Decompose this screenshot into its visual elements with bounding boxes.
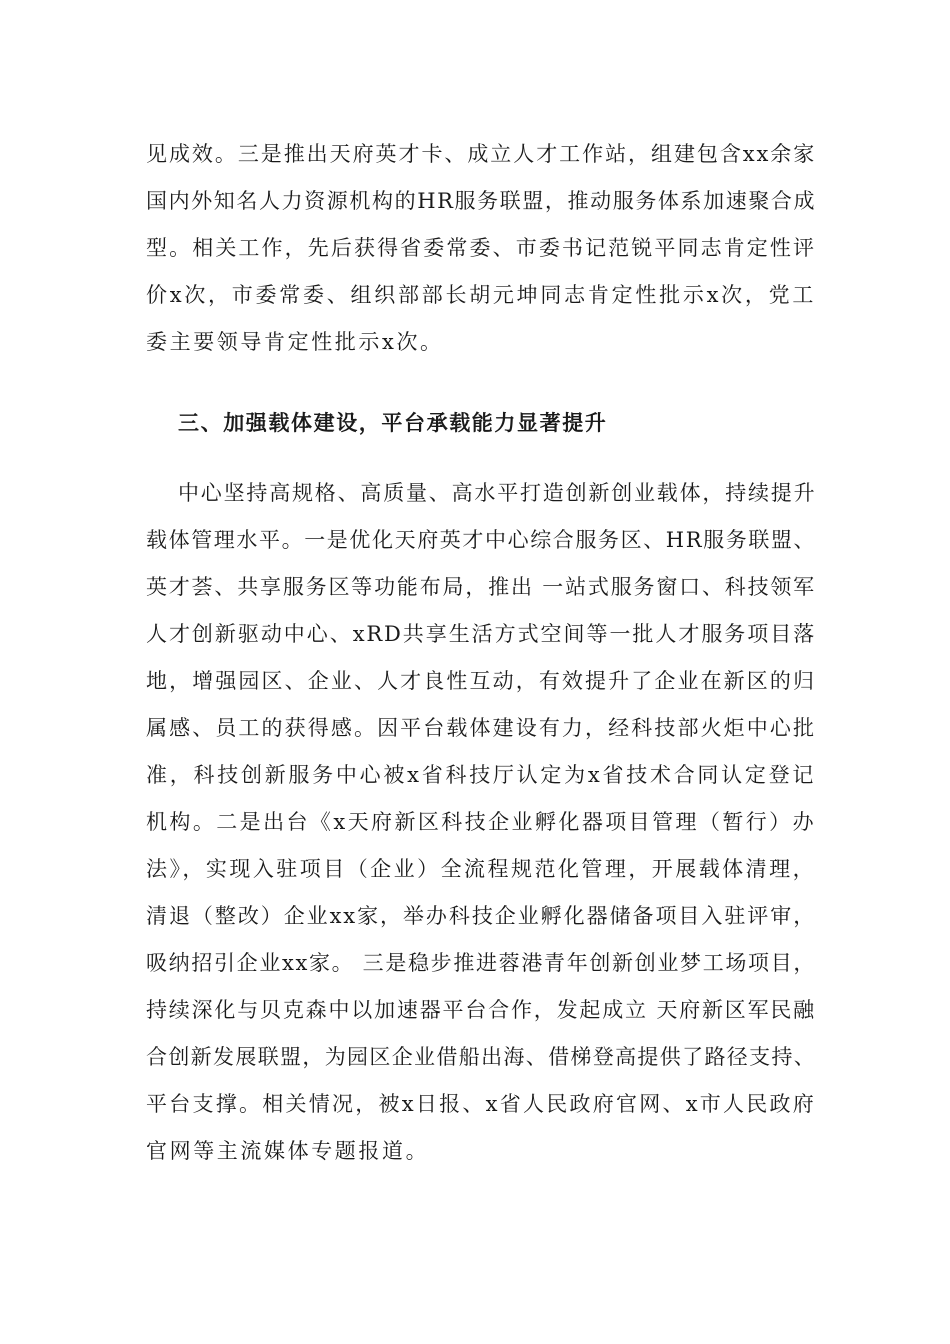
body-text-line: 法》，实现入驻项目（企业）全流程规范化管理，开展载体清理，	[146, 857, 816, 881]
body-text-line: 人才创新驱动中心、xRD共享生活方式空间等一批人才服务项目落	[146, 622, 816, 646]
body-text-line: 合创新发展联盟，为园区企业借船出海、借梯登高提供了路径支持、	[146, 1045, 816, 1069]
body-text-line: 机构。二是出台《x天府新区科技企业孵化器项目管理（暂行）办	[146, 810, 816, 834]
body-text-line: 属感、员工的获得感。因平台载体建设有力，经科技部火炬中心批	[146, 716, 816, 740]
body-text-line: 官网等主流媒体专题报道。	[146, 1139, 430, 1163]
body-text-line: 地，增强园区、企业、人才良性互动，有效提升了企业在新区的归	[146, 669, 816, 693]
body-text-line: 载体管理水平。一是优化天府英才中心综合服务区、HR服务联盟、	[146, 528, 817, 552]
body-text-line: 吸纳招引企业xx家。 三是稳步推进蓉港青年创新创业梦工场项目，	[146, 951, 816, 975]
body-text-line: 中心坚持高规格、高质量、高水平打造创新创业载体，持续提升	[178, 481, 817, 505]
body-text-line: 国内外知名人力资源机构的HR服务联盟，推动服务体系加速聚合成	[146, 189, 817, 213]
body-text-line: 准，科技创新服务中心被x省科技厅认定为x省技术合同认定登记	[146, 763, 816, 787]
body-text-line: 持续深化与贝克森中以加速器平台合作，发起成立 天府新区军民融	[146, 998, 816, 1022]
body-text-line: 委主要领导肯定性批示x次。	[146, 330, 444, 354]
section-heading: 三、加强载体建设，平台承载能力显著提升	[178, 411, 608, 435]
body-text-line: 平台支撑。相关情况，被x日报、x省人民政府官网、x市人民政府	[146, 1092, 816, 1116]
body-text-line: 见成效。三是推出天府英才卡、成立人才工作站，组建包含xx余家	[146, 142, 816, 166]
body-text-line: 型。相关工作，先后获得省委常委、市委书记范锐平同志肯定性评	[146, 236, 816, 260]
body-text-line: 英才荟、共享服务区等功能布局，推出 一站式服务窗口、科技领军	[146, 575, 816, 599]
body-text-line: 价x次，市委常委、组织部部长胡元坤同志肯定性批示x次，党工	[146, 283, 816, 307]
body-text-line: 清退（整改）企业xx家，举办科技企业孵化器储备项目入驻评审，	[146, 904, 816, 928]
